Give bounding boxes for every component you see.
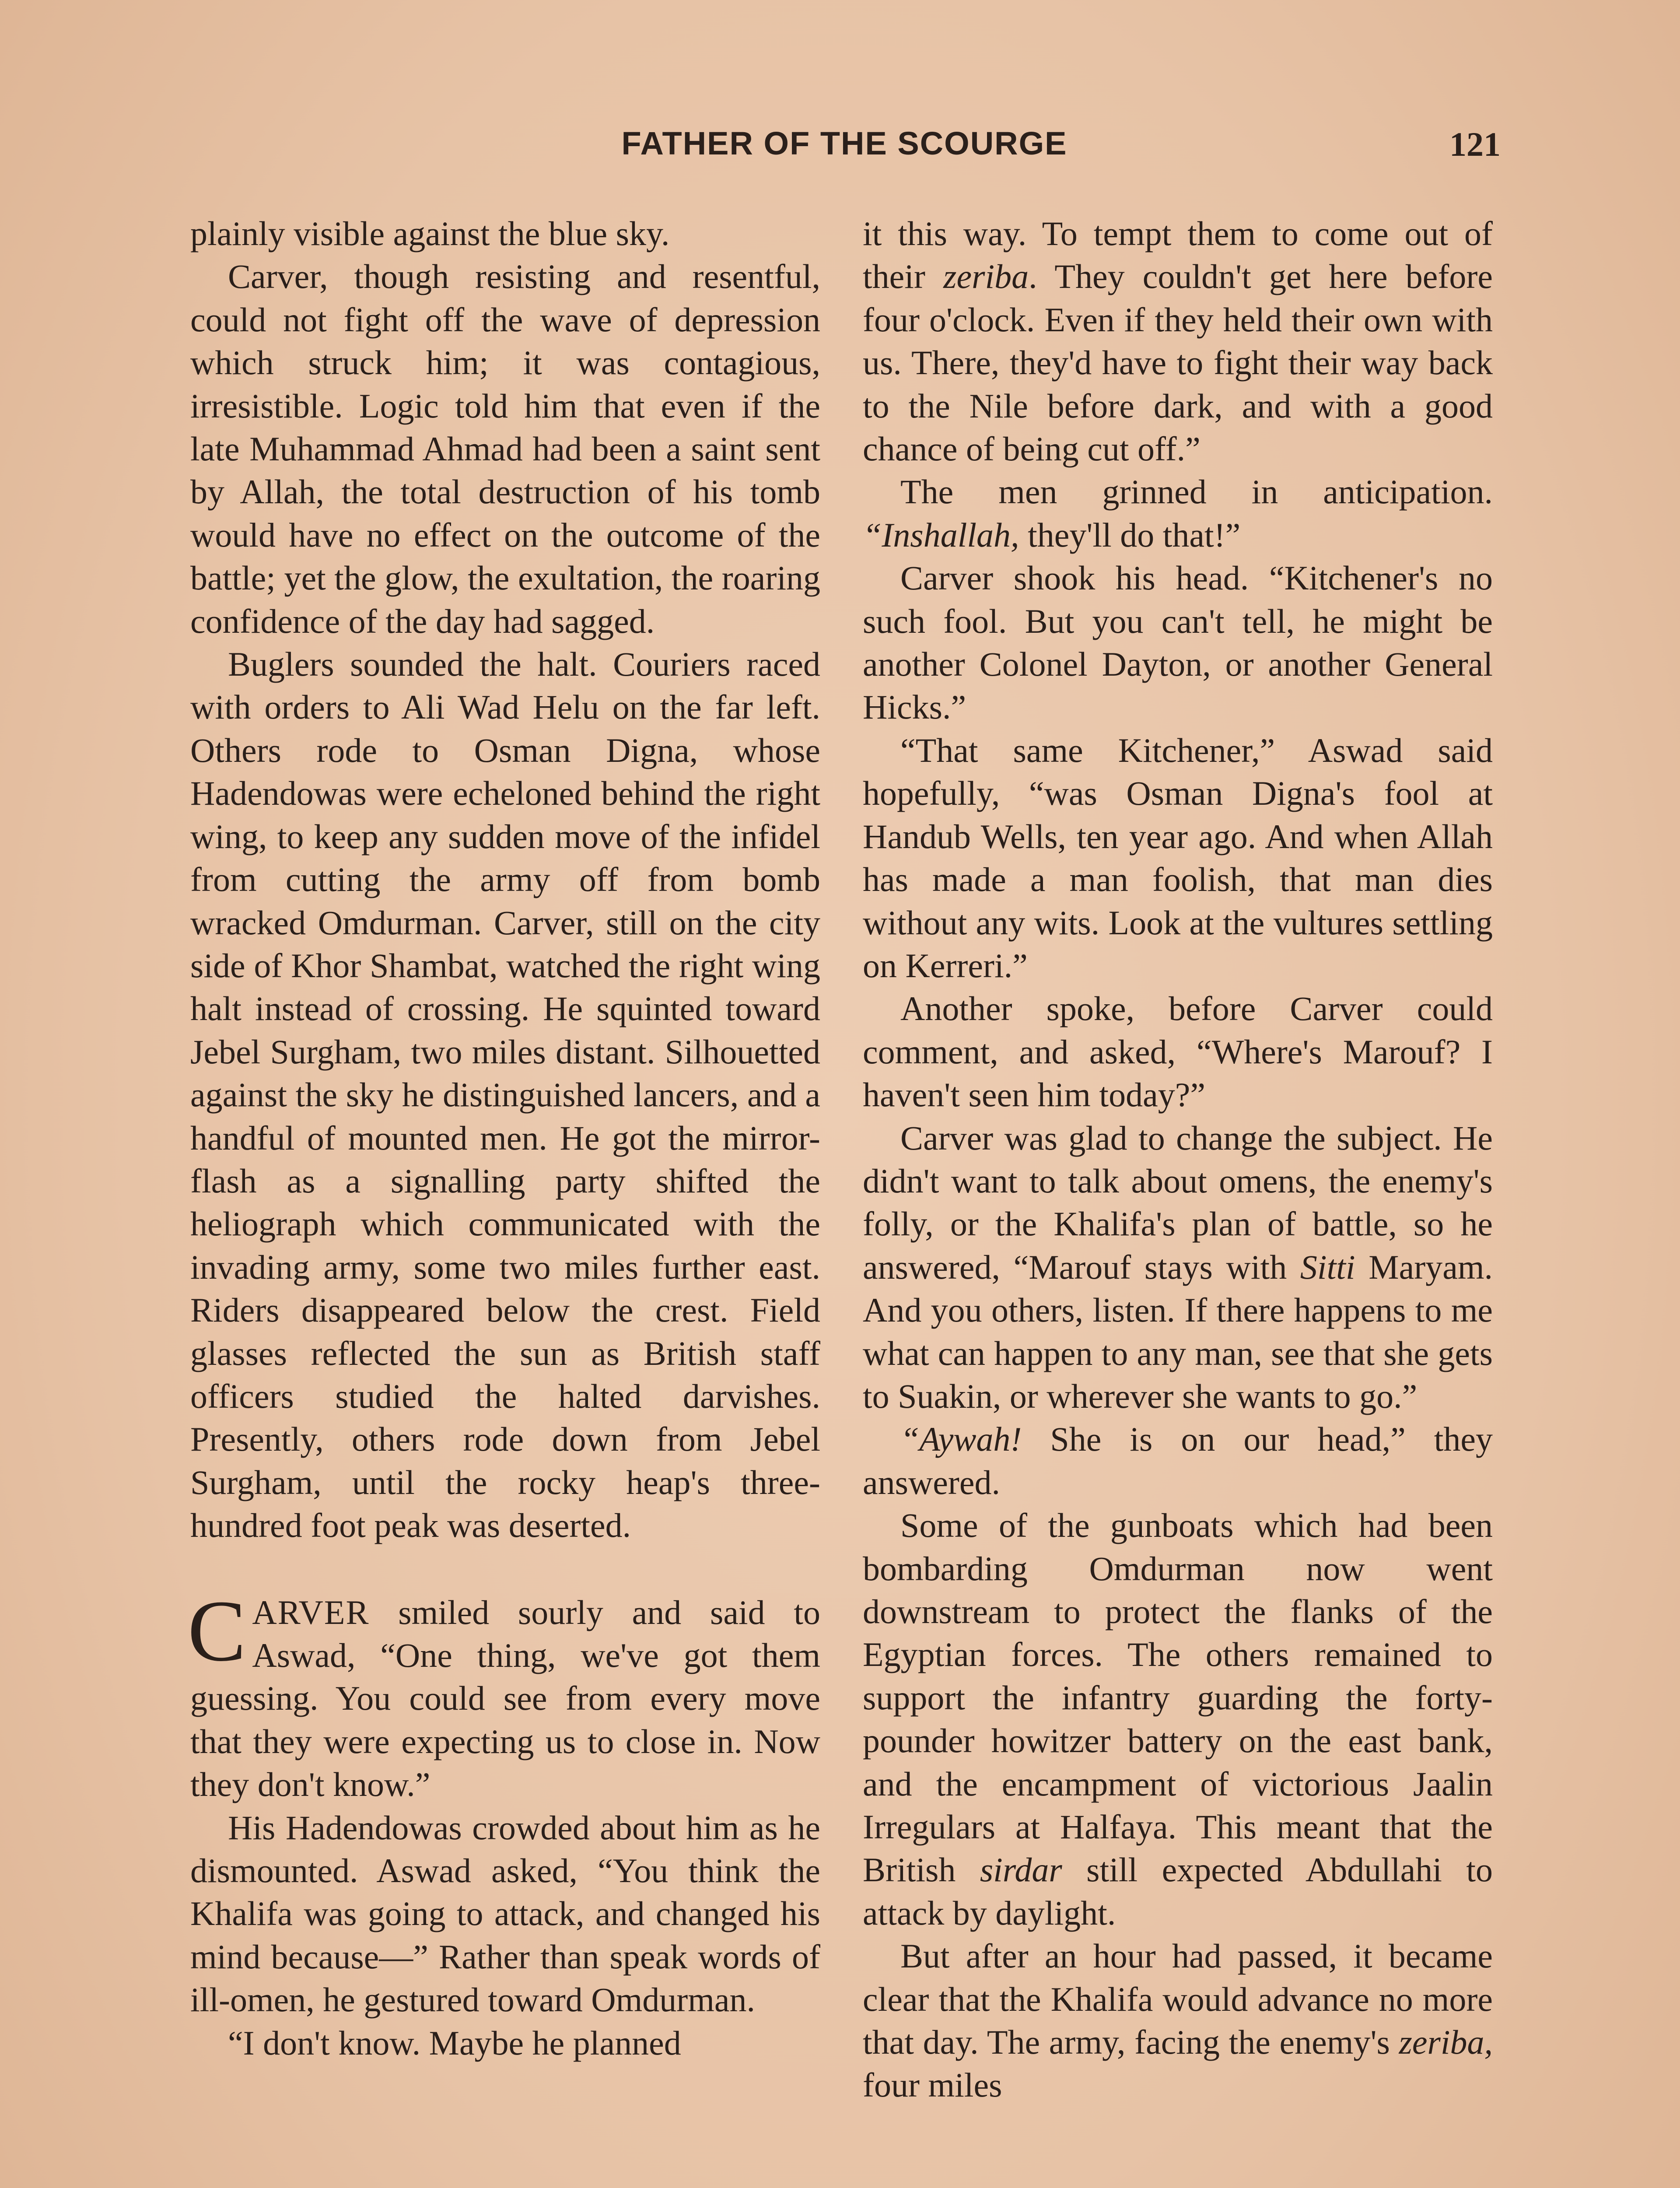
text: Carver was glad to change the subject. He didn't want to talk about omens, the enemy's folly, or the Khalifa's plan of battle, so he answered, “Marouf stays with	[863, 1119, 1493, 1286]
paragraph	[863, 212, 1493, 470]
paragraph	[863, 1117, 1493, 1418]
text: But after an hour had passed, it became clear that the Khalifa would advance no more that day. The army, facing the enemy's	[863, 1937, 1493, 2062]
text: still expected Abdullahi to attack by daylight.	[863, 1851, 1493, 1932]
running-title: FATHER OF THE SCOURGE	[621, 125, 1068, 161]
italic-text: zeriba,	[1399, 2023, 1493, 2062]
italic-text: “Inshallah,	[863, 515, 1019, 554]
text: . They couldn't get here before four o'clock. Even if they held their own with us. There, they'd have to fight their way back to the Nile before dark, and with a good chance of being cut off.”	[863, 257, 1493, 468]
text: Some of the gunboats which had been bombarding Omdurman now went downstream to protect the flanks of the Egyptian forces. The others remained to support the infantry guarding the forty-pounder howitzer battery on the east bank, and the encampment of victorious Jaalin Irregulars at Halfaya. This meant that the British	[863, 1506, 1493, 1889]
page-number: 121	[1449, 125, 1501, 163]
paragraph	[863, 1418, 1493, 1504]
text: it this way. To tempt them to come out of their	[863, 214, 1493, 296]
italic-text: zeriba	[943, 257, 1029, 296]
paragraph	[863, 1935, 1493, 2107]
page-header	[188, 125, 1501, 173]
paragraph-dropcap	[188, 1582, 820, 1806]
drop-cap: C	[188, 1582, 246, 1680]
text: The men grinned in anticipation.	[900, 473, 1493, 511]
left-column	[190, 212, 820, 2065]
text: four miles	[863, 2066, 1002, 2104]
paragraph: Carver shook his head. “Kitchener's no such fool. But you can't tell, he might be another Colonel Dayton, or another General Hicks.”	[863, 559, 1493, 726]
paragraph: Buglers sounded the halt. Couriers raced with orders to Ali Wad Helu on the far left. Others rode to Osman Digna, whose Hadendowas were echeloned behind the right wing, to keep any sudden move of the infidel from cutting the army off from bomb wracked Omdurman. Carver, still on the city side of Khor Shambat, watched the right wing halt instead of crossing. He squinted toward Jebel Surgham, two miles distant. Silhouetted against the sky he distinguished lancers, and a handful of mounted men. He got the mirror-flash as a signalling party shifted the heliograph which communicated with the invading army, some two miles further east. Riders disappeared below the crest. Field glasses reflected the sun as British staff officers studied the halted darvishes. Presently, others rode down from Jebel Surgham, until the rocky heap's three-hundred foot peak was deserted.	[190, 645, 820, 1545]
text: Maryam. And you others, listen. If there happens to me what can happen to any man, see that she gets to Suakin, or wherever she wants to go.”	[863, 1248, 1493, 1415]
paragraph: “I don't know. Maybe he planned	[228, 2023, 681, 2062]
italic-text: sirdar	[980, 1851, 1062, 1889]
section-break	[190, 1547, 820, 1591]
text: She is on our head,” they answered.	[863, 1420, 1493, 1501]
paragraph-text: smiled sourly and said to Aswad, “One thing, we've got them guessing. You could see from every move that they were expecting us to close in. Now they don't know.”	[190, 1593, 820, 1804]
text: they'll do that!”	[1019, 515, 1241, 554]
paragraph	[863, 1504, 1493, 1935]
right-column	[863, 212, 1493, 2107]
italic-text: Sitti	[1300, 1248, 1355, 1286]
paragraph: His Hadendowas crowded about him as he dismounted. Aswad asked, “You think the Khalifa was going to attack, and changed his mind because—” Rather than speak words of ill-omen, he gestured toward Omdurman.	[190, 1808, 820, 2019]
small-caps-word: ARVER	[252, 1593, 370, 1631]
italic-text: “Aywah!	[900, 1420, 1022, 1459]
paragraph: Carver, though resisting and resentful, could not fight off the wave of depression which struck him; it was contagious, irresistible. Logic told him that even if the late Muhammad Ahmad had been a saint sent by Allah, the total destruction of his tomb would have no effect on the outcome of the battle; yet the glow, the exultation, the roaring confidence of the day had sagged.	[190, 257, 820, 640]
paragraph	[863, 470, 1493, 557]
paragraph: plainly visible against the blue sky.	[190, 214, 670, 252]
paragraph: Another spoke, before Carver could comment, and asked, “Where's Marouf? I haven't seen him today?”	[863, 989, 1493, 1114]
paragraph: “That same Kitchener,” Aswad said hopefully, “was Osman Digna's fool at Handub Wells, ten year ago. And when Allah has made a man foolish, that man dies without any wits. Look at the vultures settling on Kerreri.”	[863, 731, 1493, 985]
